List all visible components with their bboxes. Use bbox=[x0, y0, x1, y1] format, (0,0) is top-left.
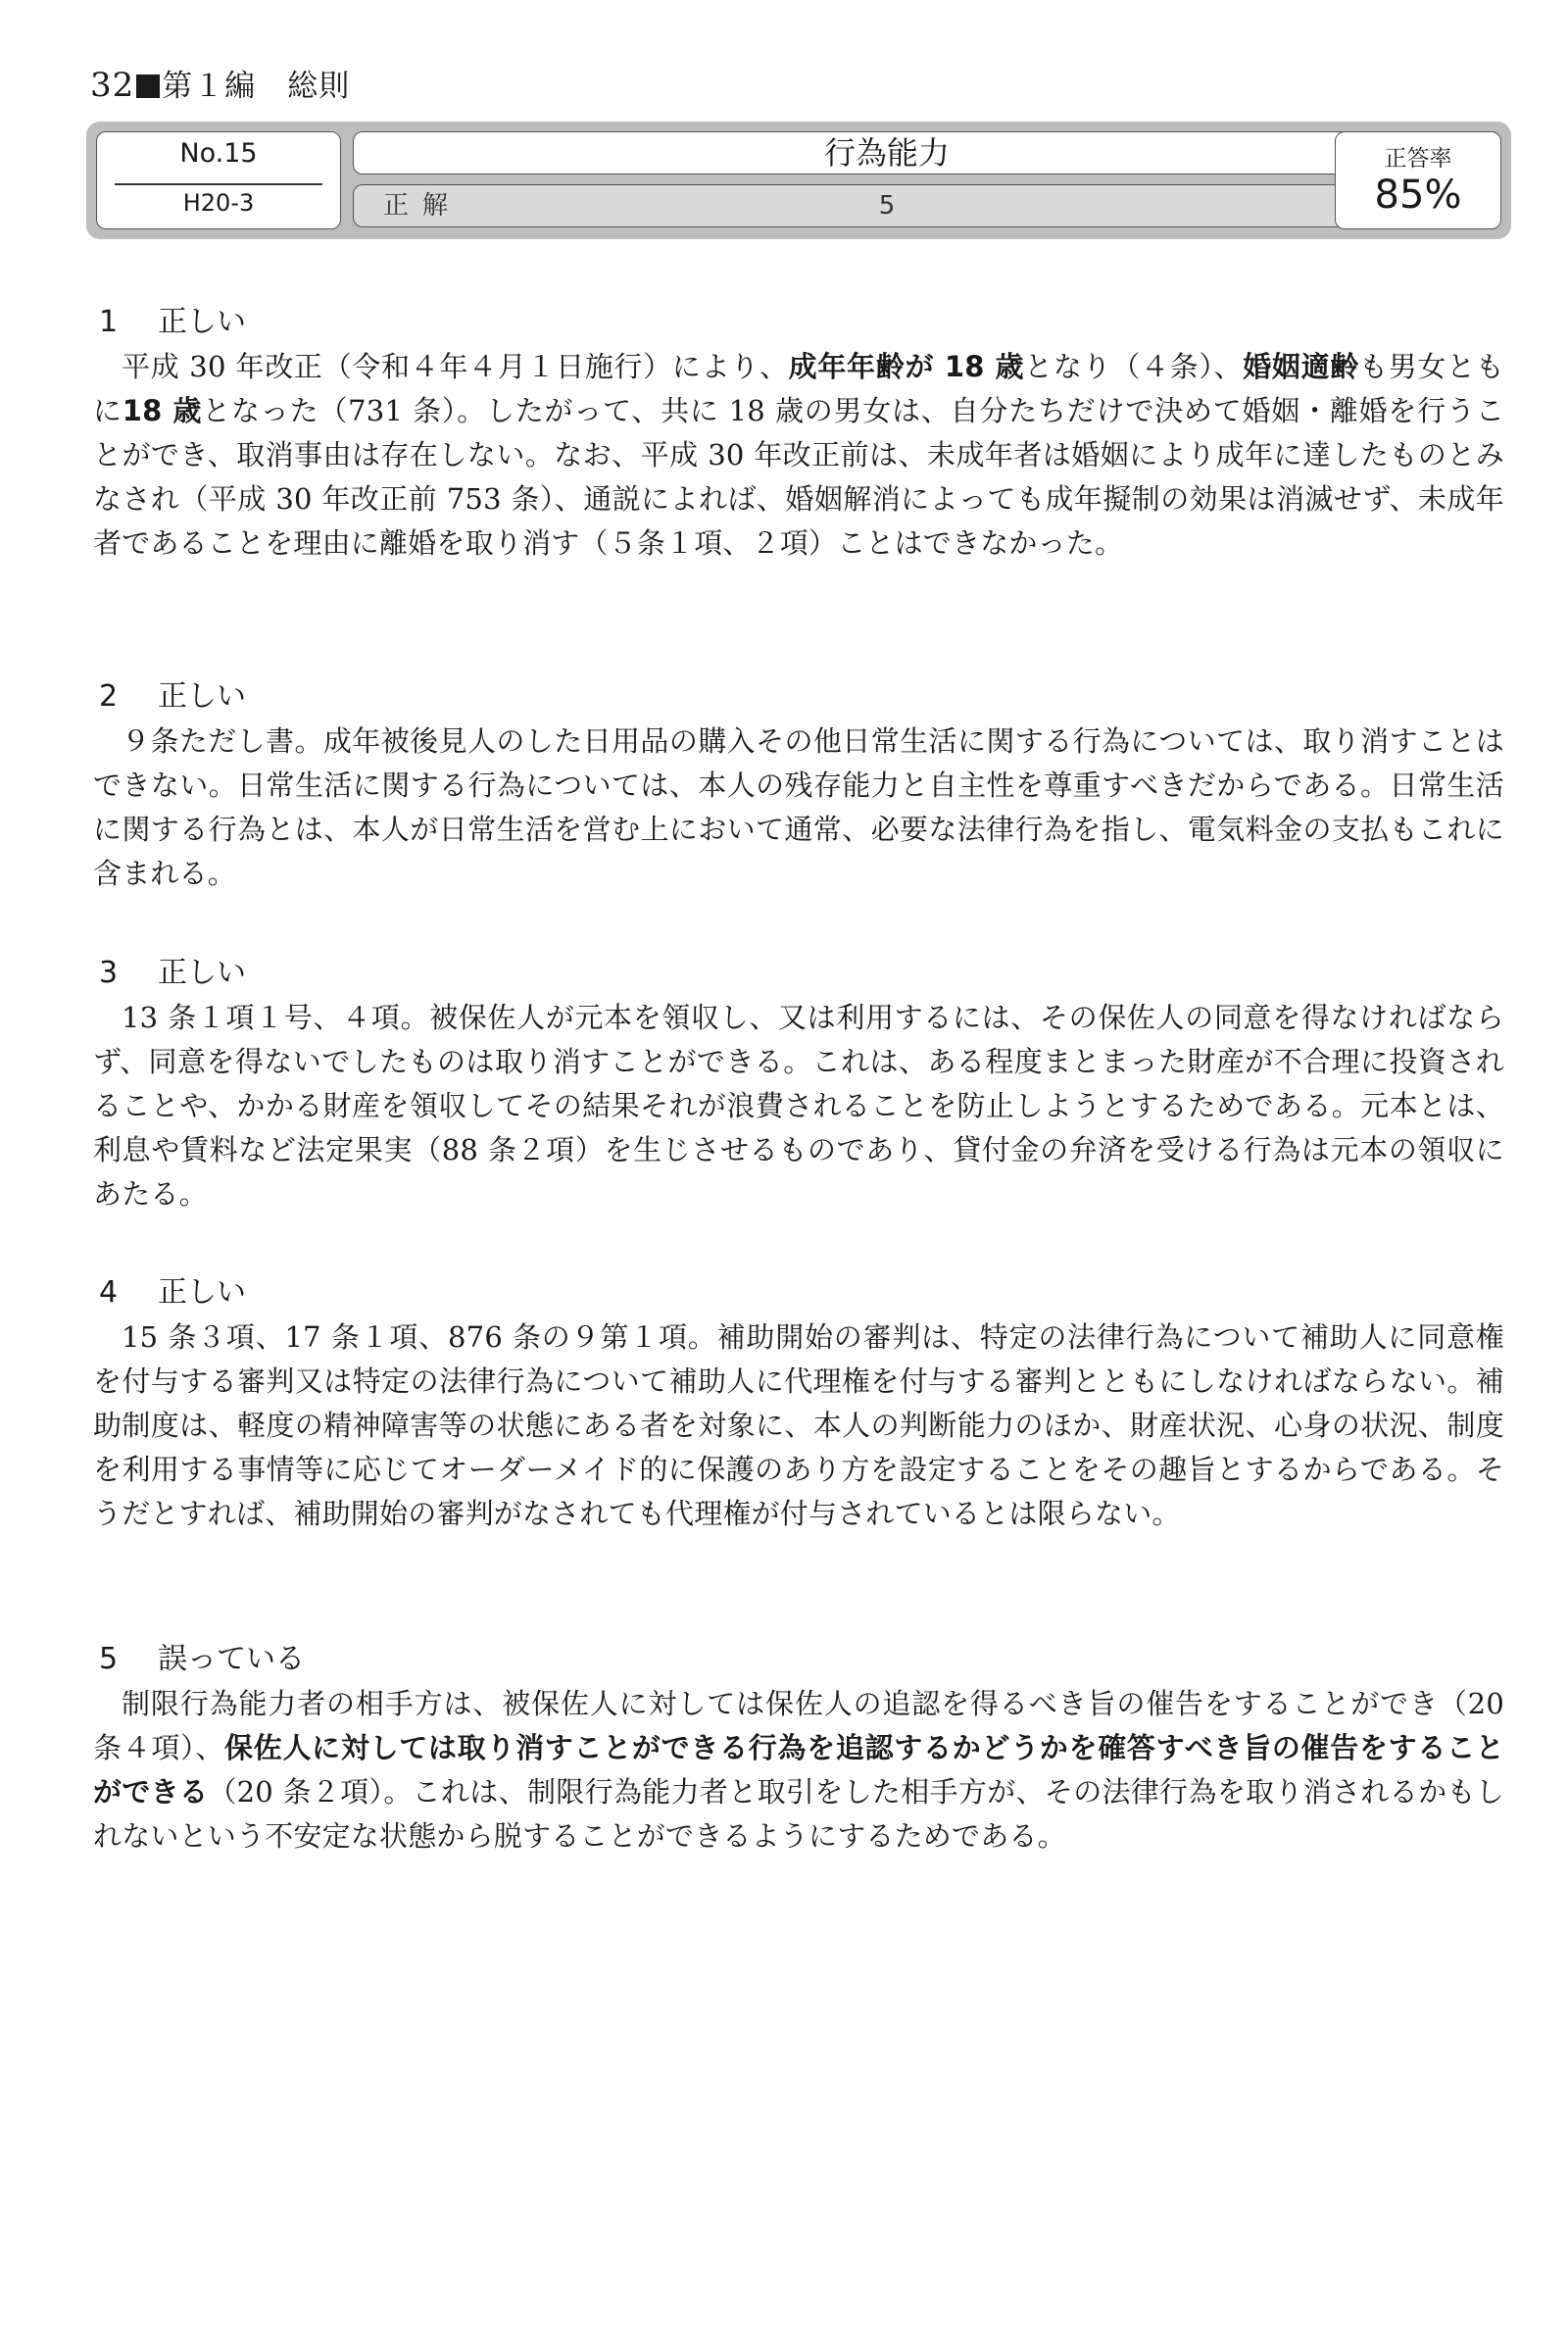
section-heading bbox=[93, 1270, 1504, 1315]
body-text: となった（731 条）。したがって、共に 18 歳の男女は、自分たちだけで決めて婚姻・離婚を行うことができ、取消事由は存在しない。なお、平成 30 年改正前は、未成年者は婚姻により成年に達したものとみなされ（平成 30 年改正前 753 条）、通説によれば、婚姻解消によっても成年擬制の効果は消滅せず、未成年者であることを理由に離婚を取り消す（５条１項、２項）ことはできなかった。 bbox=[93, 394, 1504, 560]
section-heading bbox=[93, 300, 1504, 345]
body-text: も男女ともに bbox=[93, 350, 1504, 427]
question-title: 行為能力 bbox=[353, 131, 1421, 174]
emphasis-text: 18 歳 bbox=[122, 394, 203, 427]
correct-rate-value: 85% bbox=[1374, 173, 1462, 218]
body-text: （20 条２項）。これは、制限行為能力者と取引をした相手方が、その法律行為を取り消されるかもしれないという不安定な状態から脱することができるようにするためである。 bbox=[93, 1775, 1504, 1853]
question-source: H20-3 bbox=[182, 189, 255, 217]
square-bullet-icon bbox=[136, 74, 160, 98]
section-body: ９条ただし書。成年被後見人のした日用品の購入その他日常生活に関する行為については、取り消すことはできない。日常生活に関する行為については、本人の残存能力と自主性を尊重すべきだからである。日常生活に関する行為とは、本人が日常生活を営む上において通常、必要な法律行為を指し、電気料金の支払もこれに含まれる。 bbox=[93, 724, 1504, 890]
section-heading bbox=[93, 1637, 1504, 1682]
section-body: 15 条３項、17 条１項、876 条の９第１項。補助開始の審判は、特定の法律行為について補助人に同意権を付与する審判又は特定の法律行為について補助人に代理権を付与する審判とともにしなければならない。補助制度は、軽度の精神障害等の状態にある者を対象に、本人の判断能力のほか、財産状況、心身の状況、制度を利用する事情等に応じてオーダーメイド的に保護のあり方を設定することをその趣旨とするからである。そうだとすれば、補助開始の審判がなされても代理権が付与されているとは限らない。 bbox=[93, 1320, 1504, 1530]
section-number: 1 bbox=[99, 305, 119, 339]
section-number: 3 bbox=[99, 956, 119, 990]
emphasis-text: 保佐人に対しては取り消すことができる行為を追認するかどうかを確答すべき旨の催告をすることができる bbox=[93, 1731, 1504, 1809]
body-text: 制限行為能力者の相手方は、被保佐人に対しては保佐人の追認を得るべき旨の催告をすることができ（20 条４項）、 bbox=[93, 1687, 1504, 1764]
running-head bbox=[90, 61, 350, 105]
section-verdict: 正しい bbox=[158, 956, 246, 990]
section-body bbox=[93, 1682, 1504, 1859]
body-text: となり（４条）、 bbox=[1024, 350, 1244, 383]
section-heading bbox=[93, 674, 1504, 719]
section-verdict: 誤っている bbox=[158, 1642, 305, 1676]
section-verdict: 正しい bbox=[158, 1275, 246, 1310]
section-body: 13 条１項１号、４項。被保佐人が元本を領収し、又は利用するには、その保佐人の同意を得なければならず、同意を得ないでしたものは取り消すことができる。これは、ある程度まとまった財産が不合理に投資されることや、かかる財産を領収してその結果それが浪費されることを防止しようとするためである。元本とは、利息や賃料など法定果実（88 条２項）を生じさせるものであり、貸付金の弁済を受ける行為は元本の領収にあたる。 bbox=[93, 1001, 1504, 1211]
correct-rate-label: 正答率 bbox=[1384, 146, 1452, 172]
explanation-section-4 bbox=[93, 1270, 1504, 1536]
emphasis-text: 婚姻適齢 bbox=[1243, 350, 1359, 383]
question-header-box bbox=[86, 122, 1511, 239]
section-heading bbox=[93, 951, 1504, 996]
explanation-section-2 bbox=[93, 674, 1504, 896]
chapter-title: 第１編 総則 bbox=[162, 69, 351, 104]
section-verdict: 正しい bbox=[158, 679, 246, 714]
page-number: 32 bbox=[90, 66, 135, 105]
explanation-section-5 bbox=[93, 1637, 1504, 1859]
body-text: 平成 30 年改正（令和４年４月１日施行）により、 bbox=[122, 350, 789, 383]
section-number: 5 bbox=[99, 1642, 119, 1676]
correct-rate-box bbox=[1335, 131, 1501, 229]
answer-bar bbox=[353, 184, 1421, 227]
divider bbox=[115, 183, 322, 185]
emphasis-text: 成年年齢が 18 歳 bbox=[788, 350, 1025, 383]
answer-value: 5 bbox=[878, 191, 896, 221]
section-verdict: 正しい bbox=[158, 305, 246, 339]
section-body bbox=[93, 345, 1504, 566]
answer-label: 正解 bbox=[383, 191, 463, 221]
explanation-section-3 bbox=[93, 951, 1504, 1216]
section-number: 4 bbox=[99, 1275, 119, 1310]
question-number-box bbox=[96, 131, 341, 229]
question-number: No.15 bbox=[179, 138, 258, 169]
explanation-section-1 bbox=[93, 300, 1504, 566]
section-number: 2 bbox=[99, 679, 119, 714]
